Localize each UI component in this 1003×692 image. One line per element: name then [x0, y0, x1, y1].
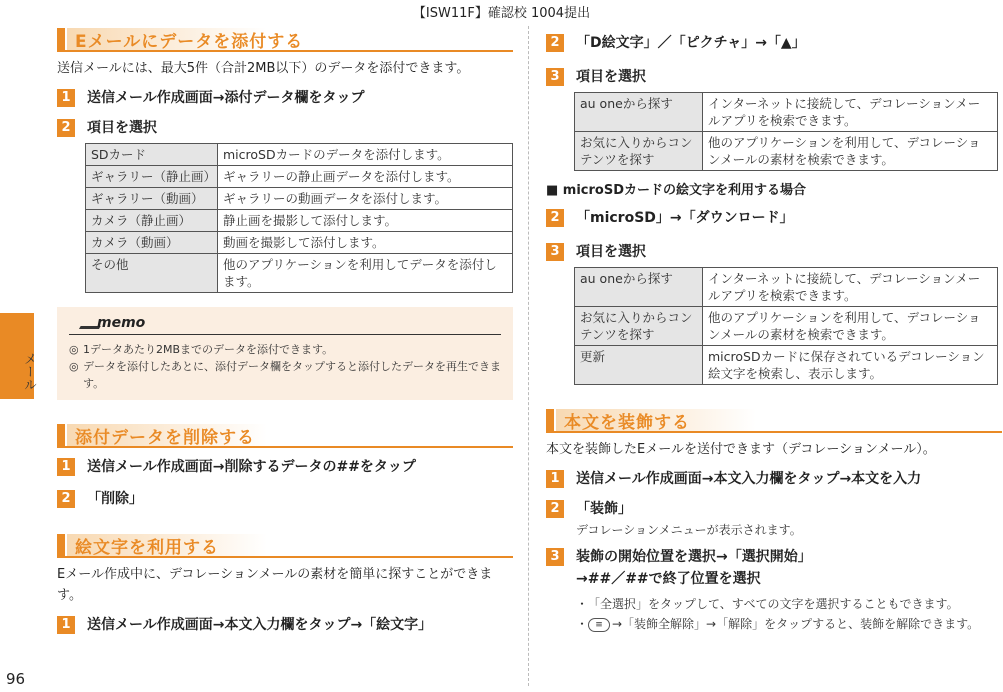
memo-text: 1データあたり2MBまでのデータを添付できます。 [83, 343, 334, 356]
page-number: 96 [6, 670, 26, 688]
table-row [575, 132, 998, 171]
table-cell-key: その他 [86, 254, 218, 293]
step-text: 「microSD」→「ダウンロード」 [576, 210, 794, 226]
step-3 [546, 241, 1002, 263]
memo-bullet: ◎ [69, 360, 79, 373]
table-row [575, 307, 998, 346]
table-cell-key: 更新 [575, 346, 703, 385]
table-cell-key: お気に入りからコンテンツを探す [575, 132, 703, 171]
table-cell-key: カメラ（静止画） [86, 210, 218, 232]
step-text-continued: →##／##で終了位置を選択 [576, 571, 761, 587]
table-cell-value: ギャラリーの静止画データを添付します。 [218, 166, 513, 188]
table-cell-value: 他のアプリケーションを利用して、デコレーションメールの素材を検索できます。 [703, 132, 998, 171]
menu-key-icon: ≡ [588, 618, 610, 632]
table-cell-key: SDカード [86, 144, 218, 166]
section-title: 絵文字を利用する [75, 538, 219, 558]
step-number: 2 [546, 209, 564, 227]
memo-bullet: ◎ [69, 343, 79, 356]
step-1 [546, 468, 1002, 490]
heading-bar [57, 424, 65, 446]
section-heading-delete [57, 422, 513, 448]
section-intro: Eメール作成中に、デコレーションメールの素材を簡単に探すことができます。 [57, 567, 493, 603]
table-cell-key: au oneから探す [575, 93, 703, 132]
step-text: 送信メール作成画面→添付データ欄をタップ [87, 90, 365, 106]
step-number: 2 [546, 500, 564, 518]
step-2 [57, 117, 513, 139]
step-text: 「装飾」 [576, 501, 632, 517]
step-text: 送信メール作成画面→本文入力欄をタップ→「絵文字」 [87, 617, 433, 633]
step-1 [57, 456, 513, 478]
table-row [86, 188, 513, 210]
note-bullet: ・ 「全選択」をタップして、すべての文字を選択することもできます。 [576, 597, 959, 611]
heading-bar [57, 28, 65, 50]
memo-label: memo [97, 315, 146, 331]
step-subtext: デコレーションメニューが表示されます。 [576, 523, 802, 537]
heading-bar [57, 534, 65, 556]
section-heading-emoji [57, 532, 513, 558]
note-text: 「全選択」をタップして、すべての文字を選択することもできます。 [588, 597, 959, 611]
step-number: 2 [57, 119, 75, 137]
table-cell-value: ギャラリーの動画データを添付します。 [218, 188, 513, 210]
note-bullet: ・ ≡ →「装飾全解除」→「解除」をタップすると、装飾を解除できます。 [576, 617, 980, 631]
section-title: 本文を装飾する [564, 413, 690, 433]
section-title: Eメールにデータを添付する [75, 32, 304, 52]
step-number: 1 [57, 458, 75, 476]
left-column [57, 26, 513, 636]
section-title: 添付データを削除する [75, 428, 255, 448]
step-1 [57, 614, 513, 636]
section-intro: 送信メールには、最大5件（合計2MB以下）のデータを添付できます。 [57, 61, 470, 76]
step-text: 装飾の開始位置を選択→「選択開始」 [576, 549, 812, 565]
note-text: →「装飾全解除」→「解除」をタップすると、装飾を解除できます。 [612, 617, 980, 631]
table-cell-value: 他のアプリケーションを利用して、デコレーションメールの素材を検索できます。 [703, 307, 998, 346]
table-cell-value: 他のアプリケーションを利用してデータを添付します。 [218, 254, 513, 293]
table-row [86, 166, 513, 188]
table-row [575, 346, 998, 385]
step-3 [546, 66, 1002, 88]
step-text: 「削除」 [87, 491, 143, 507]
step-number: 2 [546, 34, 564, 52]
table-row [86, 254, 513, 293]
table-row [86, 144, 513, 166]
memo-item [69, 341, 501, 358]
step-2 [546, 32, 1002, 54]
step-3 [546, 546, 1002, 590]
step-text: 項目を選択 [87, 120, 157, 136]
step-1 [57, 87, 513, 109]
step-text: 項目を選択 [576, 244, 646, 260]
step-number: 1 [57, 616, 75, 634]
right-column [546, 26, 1002, 634]
section-heading-attach [57, 26, 513, 52]
step-2 [546, 207, 1002, 229]
microsd-search-table [574, 267, 998, 385]
step-number: 3 [546, 68, 564, 86]
section-heading-decorate [546, 407, 1002, 433]
table-cell-value: 静止画を撮影して添付します。 [218, 210, 513, 232]
step-text: 送信メール作成画面→本文入力欄をタップ→本文を入力 [576, 471, 922, 487]
step-number: 1 [546, 470, 564, 488]
table-row [575, 93, 998, 132]
table-cell-value: インターネットに接続して、デコレーションメールアプリを検索できます。 [703, 93, 998, 132]
memo-text: データを添付したあとに、添付データ欄をタップすると添付したデータを再生できます。 [83, 360, 501, 390]
column-divider [528, 26, 529, 686]
table-cell-key: ギャラリー（動画） [86, 188, 218, 210]
step-number: 3 [546, 243, 564, 261]
table-cell-value: インターネットに接続して、デコレーションメールアプリを検索できます。 [703, 268, 998, 307]
memo-item [69, 358, 501, 392]
table-cell-key: ギャラリー（静止画） [86, 166, 218, 188]
table-cell-key: カメラ（動画） [86, 232, 218, 254]
step-number: 3 [546, 548, 564, 566]
microsd-subheading: ■ microSDカードの絵文字を利用する場合 [546, 183, 807, 198]
table-row [575, 268, 998, 307]
section-intro: 本文を装飾したEメールを送付できます（デコレーションメール）。 [546, 442, 936, 457]
table-cell-key: au oneから探す [575, 268, 703, 307]
step-text: 項目を選択 [576, 69, 646, 85]
memo-box [57, 307, 513, 400]
step-text: 送信メール作成画面→削除するデータの##をタップ [87, 459, 416, 475]
step-number: 1 [57, 89, 75, 107]
table-row [86, 232, 513, 254]
table-cell-key: お気に入りからコンテンツを探す [575, 307, 703, 346]
attach-options-table [85, 143, 513, 293]
heading-bar [546, 409, 554, 431]
table-cell-value: 動画を撮影して添付します。 [218, 232, 513, 254]
side-tab-label: メール [21, 352, 36, 391]
emoji-search-table [574, 92, 998, 171]
table-cell-value: microSDカードのデータを添付します。 [218, 144, 513, 166]
step-2 [546, 498, 1002, 540]
memo-header [69, 313, 501, 335]
table-row [86, 210, 513, 232]
step-number: 2 [57, 490, 75, 508]
table-cell-value: microSDカードに保存されているデコレーション絵文字を検索し、表示します。 [703, 346, 998, 385]
step-text: 「D絵文字」／「ピクチャ」→「▲」 [576, 35, 806, 51]
step-2 [57, 488, 513, 510]
page-header-title: 【ISW11F】確認校 1004提出 [412, 6, 591, 21]
